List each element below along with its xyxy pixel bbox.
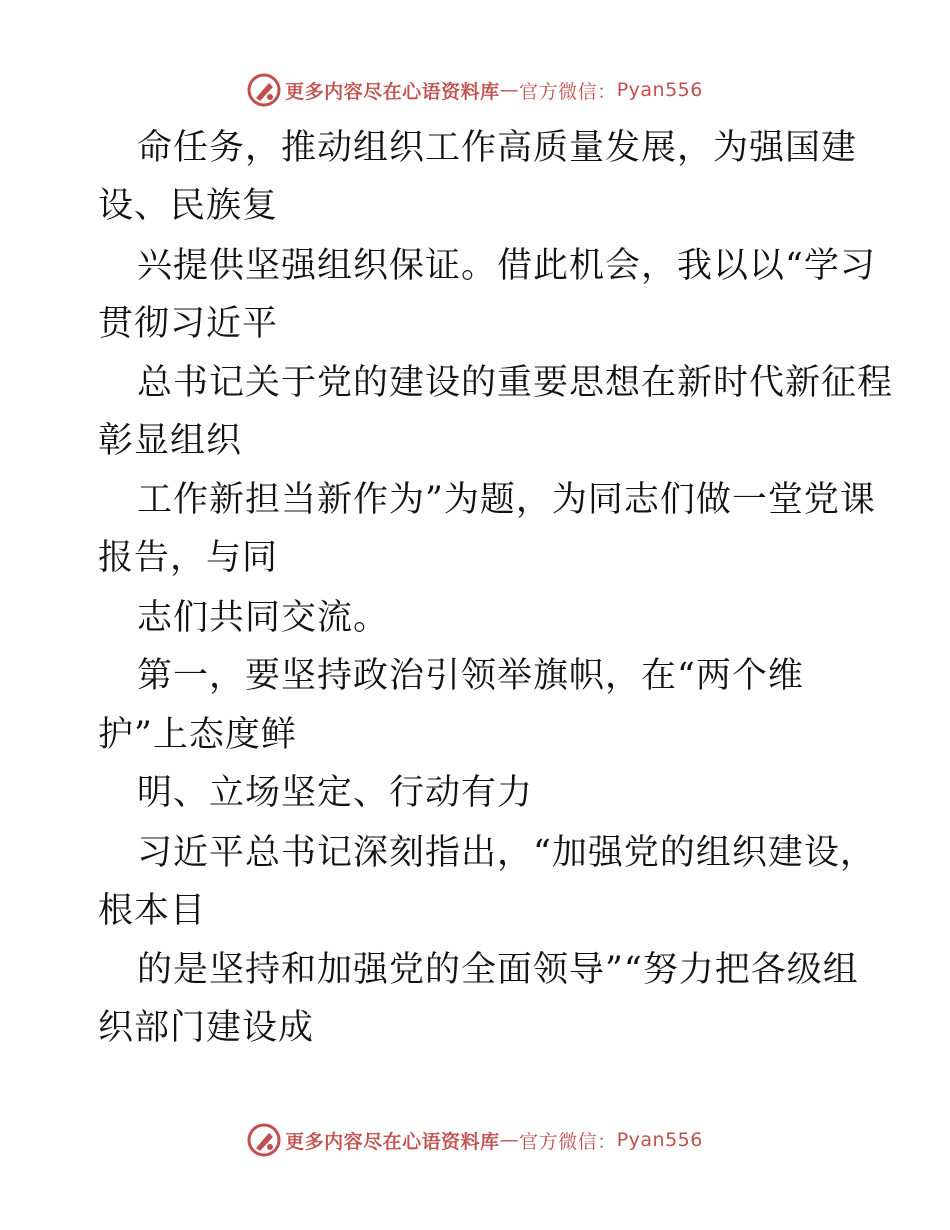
watermark-separator: — (499, 1129, 520, 1151)
body-line: 报告，与同 (98, 538, 279, 578)
body-line: 总书记关于党的建设的重要思想在新时代新征程 (137, 363, 894, 403)
watermark-account: Pyan556 (616, 79, 703, 101)
body-line: 的是坚持和加强党的全面领导”“努力把各级组 (137, 950, 859, 990)
body-line: 贯彻习近平 (98, 304, 279, 344)
body-line: 习近平总书记深刻指出，“加强党的组织建设， (137, 833, 876, 873)
body-line: 第一，要坚持政治引领举旗帜，在“两个维 (137, 656, 804, 696)
watermark-label: 官方微信： (519, 1130, 617, 1153)
watermark-main-text: 更多内容尽在心语资料库 (285, 80, 500, 103)
pen-logo-icon (247, 73, 281, 107)
body-line: 志们共同交流。 (137, 598, 390, 638)
body-line: 命任务，推动组织工作高质量发展，为强国建 (137, 128, 858, 168)
header-watermark (0, 70, 950, 110)
body-line: 护”上态度鲜 (98, 715, 297, 755)
watermark-account: Pyan556 (616, 1129, 703, 1151)
body-line: 织部门建设成 (98, 1008, 315, 1048)
body-line: 工作新担当新作为”为题，为同志们做一堂党课 (137, 480, 876, 520)
body-line: 设、民族复 (98, 186, 279, 226)
body-line: 兴提供坚强组织保证。借此机会，我以以“学习 (137, 246, 876, 286)
watermark-separator: — (499, 79, 520, 101)
pen-logo-icon (247, 1123, 281, 1157)
body-line: 明、立场坚定、行动有力 (137, 773, 534, 813)
watermark-label: 官方微信： (519, 80, 617, 103)
body-line: 彰显组织 (98, 421, 243, 461)
footer-watermark (0, 1120, 950, 1160)
watermark-main-text: 更多内容尽在心语资料库 (285, 1130, 500, 1153)
body-line: 根本目 (98, 891, 207, 931)
